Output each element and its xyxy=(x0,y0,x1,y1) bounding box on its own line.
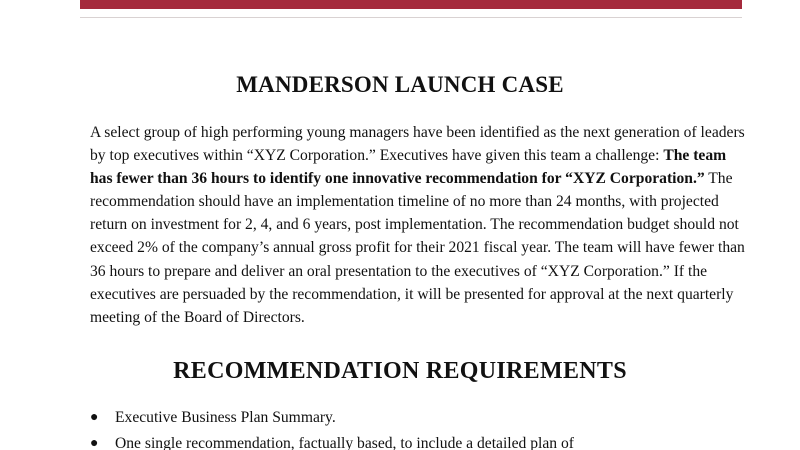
intro-text-bold: The team has fewer than 36 hours to identify one innovative recommendation for “XYZ Corporation.” xyxy=(90,147,727,188)
header-band xyxy=(80,0,742,9)
intro-paragraph xyxy=(90,121,750,329)
intro-text-end: The recommendation should have an implementation timeline of no more than 24 months, with projected return on investment for 2, 4, and 6 years, post implementation. The recommendation budget should not exceed 2% of the company’s annual gross profit for their 2021 fiscal year. The team will have fewer than 36 hours to prepare and deliver an oral presentation to the executives of “XYZ Corporation.” If the executives are persuaded by the recommendation, it will be presented for approval at the next quarterly meeting of the Board of Directors. xyxy=(90,170,745,326)
header-rule xyxy=(80,17,742,18)
list-item-text: Executive Business Plan Summary. xyxy=(115,409,336,426)
bullet-icon: ● xyxy=(90,410,99,425)
bullet-icon: ● xyxy=(90,436,99,450)
list-item xyxy=(90,405,750,431)
page-title: MANDERSON LAUNCH CASE xyxy=(236,72,564,97)
list-item-text: One single recommendation, factually based, to include a detailed plan of xyxy=(115,435,574,450)
list-item xyxy=(90,431,750,450)
requirements-list xyxy=(90,405,750,450)
section-heading: RECOMMENDATION REQUIREMENTS xyxy=(173,358,627,384)
intro-text-start: A select group of high performing young managers have been identified as the next generation of leaders by top executives within “XYZ Corporation.” Executives have given this team a challenge: xyxy=(90,124,745,165)
